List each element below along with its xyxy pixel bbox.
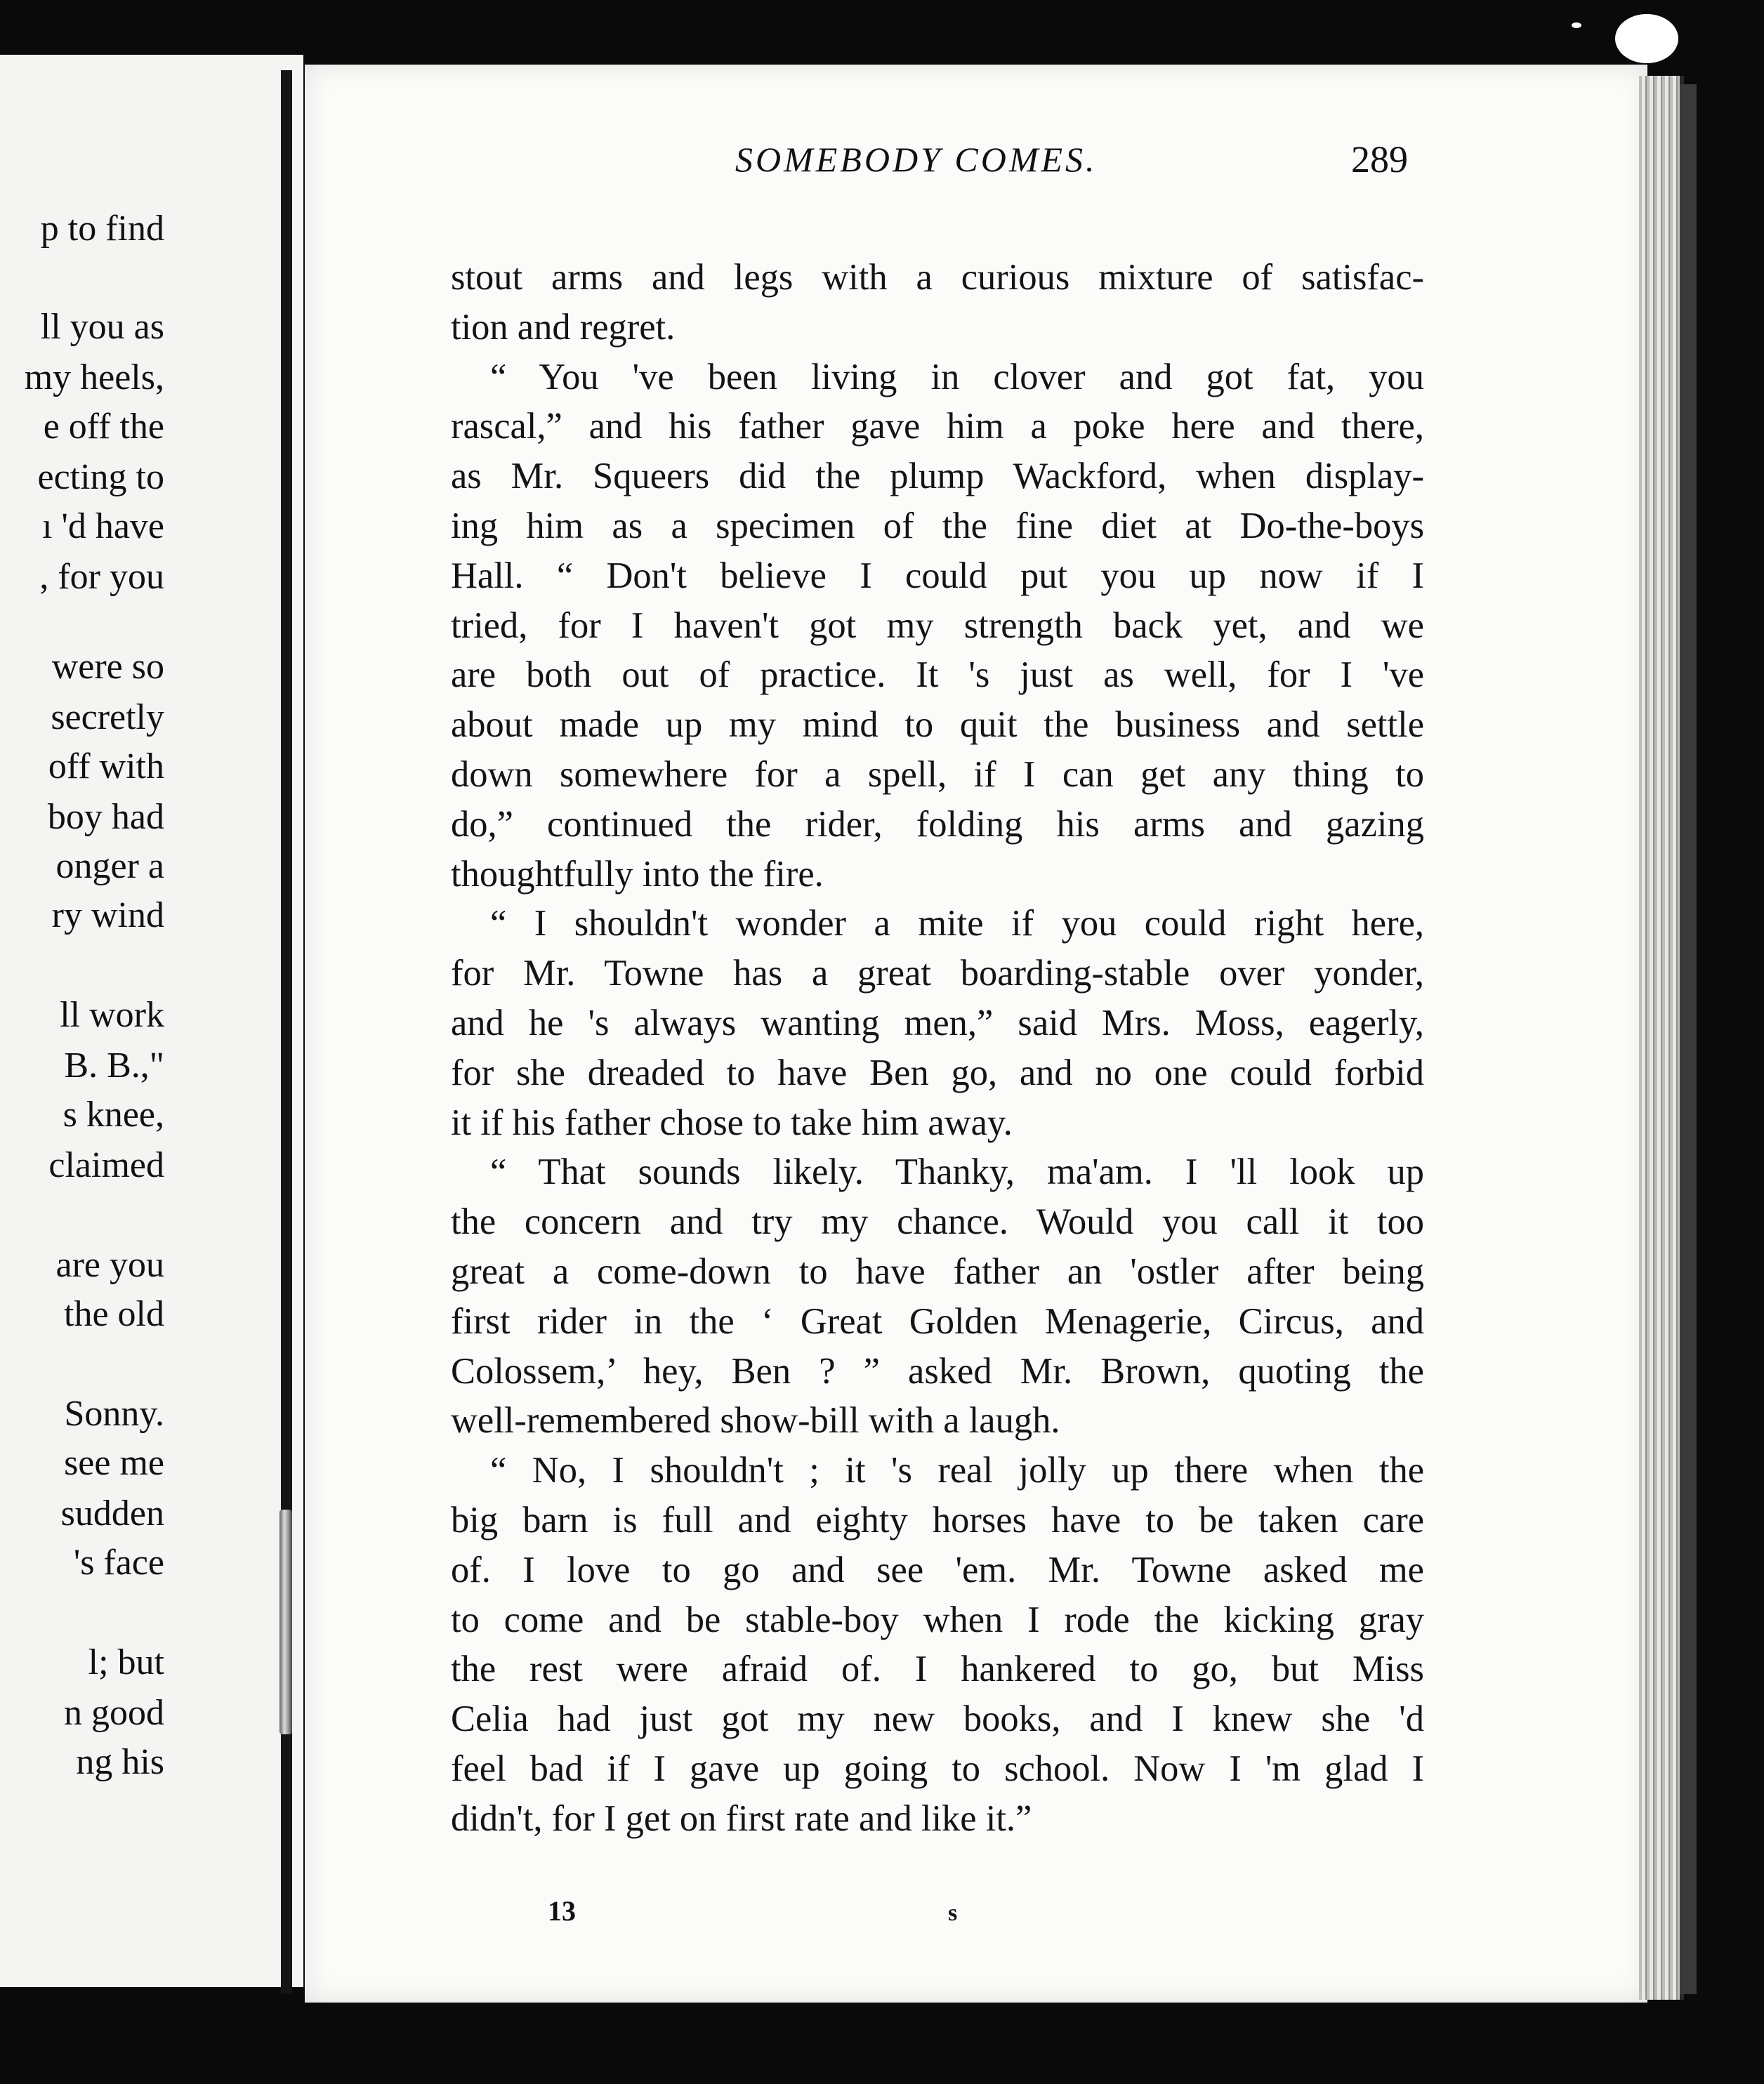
facing-page-fragment: claimed	[48, 1145, 164, 1185]
facing-page-fragment: l; but	[88, 1642, 164, 1682]
facing-page-fragment: 's face	[73, 1543, 164, 1583]
text-line: “ You 've been living in clover and got fat, you	[490, 356, 1424, 397]
facing-page-fragment: ecting to	[37, 457, 164, 497]
text-line: do,” continued the rider, folding his arms and gazing	[451, 803, 1424, 845]
text-line: the rest were afraid of. I hankered to go, but Miss	[451, 1649, 1424, 1690]
text-line: well-remembered show-bill with a laugh.	[451, 1400, 1060, 1442]
text-line: the concern and try my chance. Would you call it too	[451, 1201, 1424, 1243]
text-line: about made up my mind to quit the business and settle	[451, 704, 1424, 746]
text-line: rascal,” and his father gave him a poke here and there,	[451, 406, 1424, 447]
text-line: of. I love to go and see 'em. Mr. Towne asked me	[451, 1549, 1424, 1590]
text-line: great a come-down to have father an 'ostler after being	[451, 1251, 1424, 1292]
edge-shadow	[1680, 84, 1697, 1994]
text-line: and he 's always wanting men,” said Mrs. Moss, eagerly,	[451, 1002, 1424, 1043]
facing-page-fragment: s knee,	[62, 1095, 164, 1135]
text-line: thoughtfully into the fire.	[451, 853, 824, 895]
text-line: Celia had just got my new books, and I knew she 'd	[451, 1699, 1424, 1740]
facing-page-fragment: ll you as	[40, 307, 164, 347]
text-line: tion and regret.	[451, 306, 676, 348]
binding-clip	[279, 1510, 292, 1734]
facing-page-fragment: the old	[64, 1294, 164, 1334]
facing-page-fragment: onger a	[55, 846, 164, 886]
text-line: for she dreaded to have Ben go, and no one could forbid	[451, 1052, 1424, 1093]
facing-page-fragment: sudden	[60, 1493, 164, 1534]
facing-page-fragment: secretly	[51, 697, 164, 737]
text-line: feel bad if I gave up going to school. Now I 'm glad I	[451, 1748, 1424, 1789]
facing-page-fragment: e off the	[43, 407, 164, 447]
text-line: as Mr. Squeers did the plump Wackford, when display-	[451, 456, 1424, 497]
facing-page-fragment: p to find	[40, 209, 164, 249]
facing-page-fragment: ll work	[60, 995, 164, 1035]
facing-page-left	[0, 55, 303, 1987]
facing-page-fragment: are you	[55, 1245, 164, 1285]
page-block-edge	[1639, 76, 1684, 2000]
facing-page-fragment: see me	[64, 1443, 164, 1483]
facing-page-fragment: , for you	[39, 557, 164, 597]
text-line: big barn is full and eighty horses have to be taken care	[451, 1499, 1424, 1541]
text-line: it if his father chose to take him away.	[451, 1102, 1013, 1143]
scan-speck	[1572, 22, 1581, 28]
signature-mark: s	[948, 1900, 958, 1926]
page-number: 289	[1351, 138, 1408, 180]
running-title: SOMEBODY COMES.	[735, 140, 1098, 179]
text-line: didn't, for I get on first rate and like it.”	[451, 1798, 1032, 1839]
facing-page-fragment: off with	[48, 746, 164, 786]
text-line: “ No, I shouldn't ; it 's real jolly up there when the	[490, 1450, 1424, 1491]
text-line: to come and be stable-boy when I rode the kicking gray	[451, 1599, 1424, 1640]
page-289	[305, 65, 1647, 2003]
text-line: “ That sounds likely. Thanky, ma'am. I 'll look up	[490, 1152, 1424, 1193]
facing-page-fragment: my heels,	[24, 357, 164, 397]
facing-page-fragment: boy had	[47, 797, 164, 837]
facing-page-fragment: ı 'd have	[42, 506, 164, 546]
text-line: are both out of practice. It 's just as well, for I 've	[451, 654, 1424, 696]
text-line: stout arms and legs with a curious mixture of satisfac-	[451, 257, 1424, 298]
text-line: for Mr. Towne has a great boarding-stable over yonder,	[451, 953, 1424, 994]
signature-number: 13	[548, 1895, 576, 1927]
scan-speck	[1615, 14, 1678, 63]
text-line: down somewhere for a spell, if I can get any thing to	[451, 753, 1424, 795]
facing-page-fragment: ry wind	[51, 895, 164, 935]
body-text	[451, 253, 1424, 1844]
text-line: first rider in the ‘ Great Golden Menagerie, Circus, and	[451, 1300, 1424, 1342]
text-line: tried, for I haven't got my strength back yet, and we	[451, 605, 1424, 646]
facing-page-fragment: ng his	[76, 1742, 164, 1782]
text-line: Hall. “ Don't believe I could put you up now if I	[451, 555, 1424, 596]
facing-page-fragment: B. B.,"	[64, 1046, 164, 1086]
facing-page-fragment: Sonny.	[64, 1394, 164, 1434]
text-line: “ I shouldn't wonder a mite if you could right here,	[490, 903, 1424, 944]
facing-page-fragment: n good	[64, 1693, 164, 1733]
text-line: Colossem,’ hey, Ben ? ” asked Mr. Brown, quoting the	[451, 1350, 1424, 1392]
facing-page-fragment: were so	[51, 647, 164, 687]
text-line: ing him as a specimen of the fine diet at Do-the-boys	[451, 505, 1424, 546]
